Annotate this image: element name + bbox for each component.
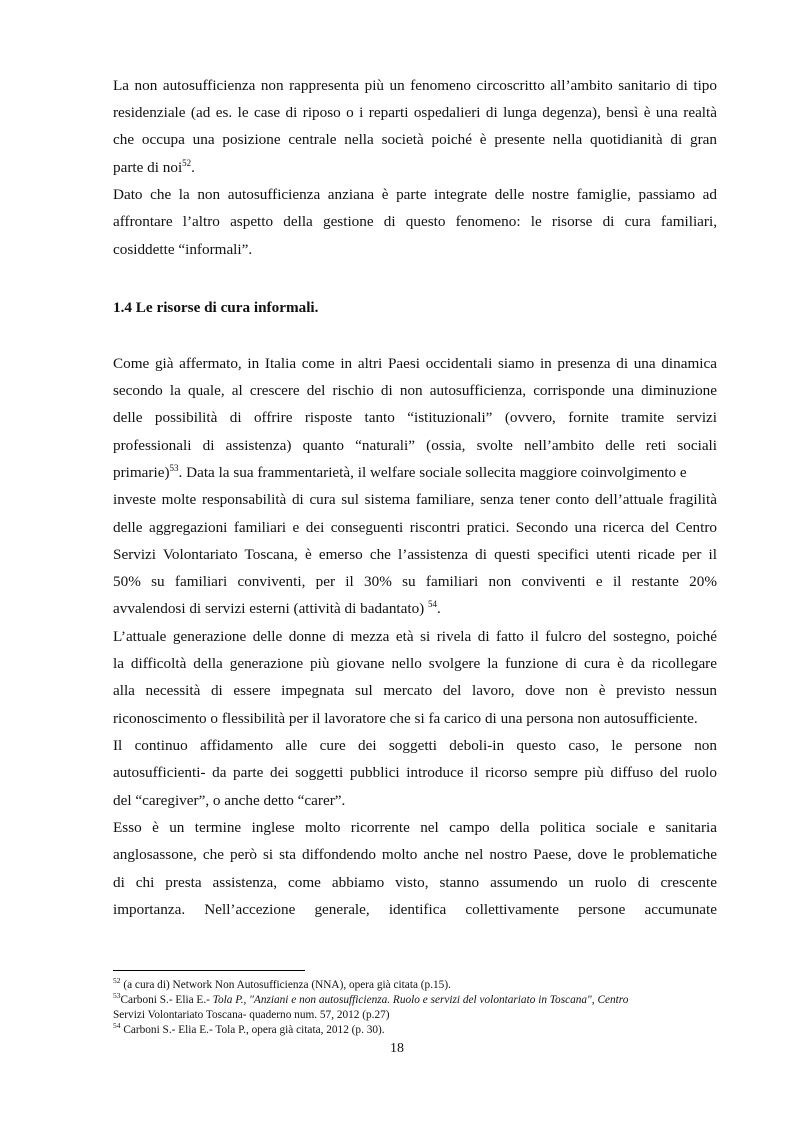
body-line: investe molte responsabilità di cura sul sistema familiare, senza tener conto dell’attuale fragilità (113, 491, 717, 508)
footnote-number: 54 (113, 1021, 121, 1030)
footnote-title: Tola P., "Anziani e non autosufficienza. Ruolo e servizi del volontariato in Toscana", Centro (212, 994, 629, 1006)
footnote-text: Carboni S.- Elia E.- Tola P., opera già citata, 2012 (p. 30). (120, 1024, 385, 1036)
body-line: che occupa una posizione centrale nella società poiché è presente nella quotidianità di gran (113, 131, 717, 148)
body-line (113, 158, 717, 178)
body-line: Servizi Volontariato Toscana, è emerso che l’assistenza di questi specifici utenti ricade per il (113, 546, 717, 563)
body-line: anglosassone, che però si sta diffondendo molto anche nel nostro Paese, dove le problematiche (113, 846, 717, 863)
body-line: delle aggregazioni familiari e dei conseguenti riscontri pratici. Secondo una ricerca del Centro (113, 519, 717, 536)
body-line: affrontare l’altro aspetto della gestione di questo fenomeno: le risorse di cura familiari, (113, 213, 717, 230)
page-number: 18 (390, 1041, 404, 1056)
footnote-53-cont: Servizi Volontariato Toscana- quaderno num. 57, 2012 (p.27) (113, 1009, 390, 1021)
body-text: avvalendosi di servizi esterni (attività di badantato) (113, 600, 429, 617)
body-line: residenziale (ad es. le case di riposo o i reparti ospedalieri di lunga degenza), bensì è una realtà (113, 104, 717, 121)
body-line: importanza. Nell’accezione generale, identifica collettivamente persone accumunate (113, 901, 717, 918)
body-line: di chi presta assistenza, come abbiamo visto, stanno assumendo un ruolo di crescente (113, 874, 717, 891)
body-line: autosufficienti- da parte dei soggetti pubblici introduce il ricorso sempre più diffuso del ruolo (113, 764, 717, 781)
section-heading: 1.4 Le risorse di cura informali. (113, 299, 319, 316)
body-line: riconoscimento o flessibilità per il lavoratore che si fa carico di una persona non autosufficiente. (113, 710, 698, 727)
body-line: L’attuale generazione delle donne di mezza età si rivela di fatto il fulcro del sostegno, poiché (113, 628, 717, 645)
body-line: Dato che la non autosufficienza anziana è parte integrate delle nostre famiglie, passiamo ad (113, 186, 717, 203)
footnote-ref: 52 (182, 158, 192, 168)
body-text: . (437, 600, 441, 617)
body-line: alla necessità di essere impegnata sul mercato del lavoro, dove non è previsto nessun (113, 682, 717, 699)
body-text: parte di noi (113, 159, 183, 176)
body-line: cosiddette “informali”. (113, 241, 253, 258)
body-line: secondo la quale, al crescere del rischio di non autosufficienza, corrisponde una diminuzione (113, 382, 717, 399)
body-line: professionali di assistenza) quanto “naturali” (ossia, svolte nell’ambito delle reti sociali (113, 437, 717, 454)
body-line: Come già affermato, in Italia come in altri Paesi occidentali siamo in presenza di una dinamica (113, 355, 717, 372)
footnote-ref: 54 (428, 599, 438, 609)
footnote-separator (113, 970, 305, 971)
body-line: La non autosufficienza non rappresenta più un fenomeno circoscritto all’ambito sanitario di tipo (113, 77, 717, 94)
body-text: primarie) (113, 464, 170, 481)
body-line (113, 463, 717, 483)
footnote-text: Carboni S.- Elia E.- (120, 994, 213, 1006)
footnote-53 (113, 993, 717, 1007)
body-line: del “caregiver”, o anche detto “carer”. (113, 792, 346, 809)
footnote-text: (a cura di) Network Non Autosufficienza (NNA), opera già citata (p.15). (120, 979, 451, 991)
body-line: Esso è un termine inglese molto ricorrente nel campo della politica sociale e sanitaria (113, 819, 717, 836)
body-line (113, 599, 717, 619)
body-text: . (191, 159, 195, 176)
footnote-number: 52 (113, 976, 121, 985)
footnote-ref: 53 (169, 463, 179, 473)
body-line: delle possibilità di offrire risposte tanto “istituzionali” (ovvero, fornite tramite servizi (113, 409, 717, 426)
footnote-number: 53 (113, 991, 121, 1000)
footnote-52 (113, 978, 717, 992)
body-line: Il continuo affidamento alle cure dei soggetti deboli-in questo caso, le persone non (113, 737, 717, 754)
footnote-54 (113, 1023, 717, 1037)
body-line: la difficoltà della generazione più giovane nello svolgere la funzione di cura è da ricollegare (113, 655, 717, 672)
body-line: 50% su familiari conviventi, per il 30% su familiari non conviventi e il restante 20% (113, 573, 717, 590)
body-text: . Data la sua frammentarietà, il welfare sociale sollecita maggiore coinvolgimento e (178, 464, 687, 481)
